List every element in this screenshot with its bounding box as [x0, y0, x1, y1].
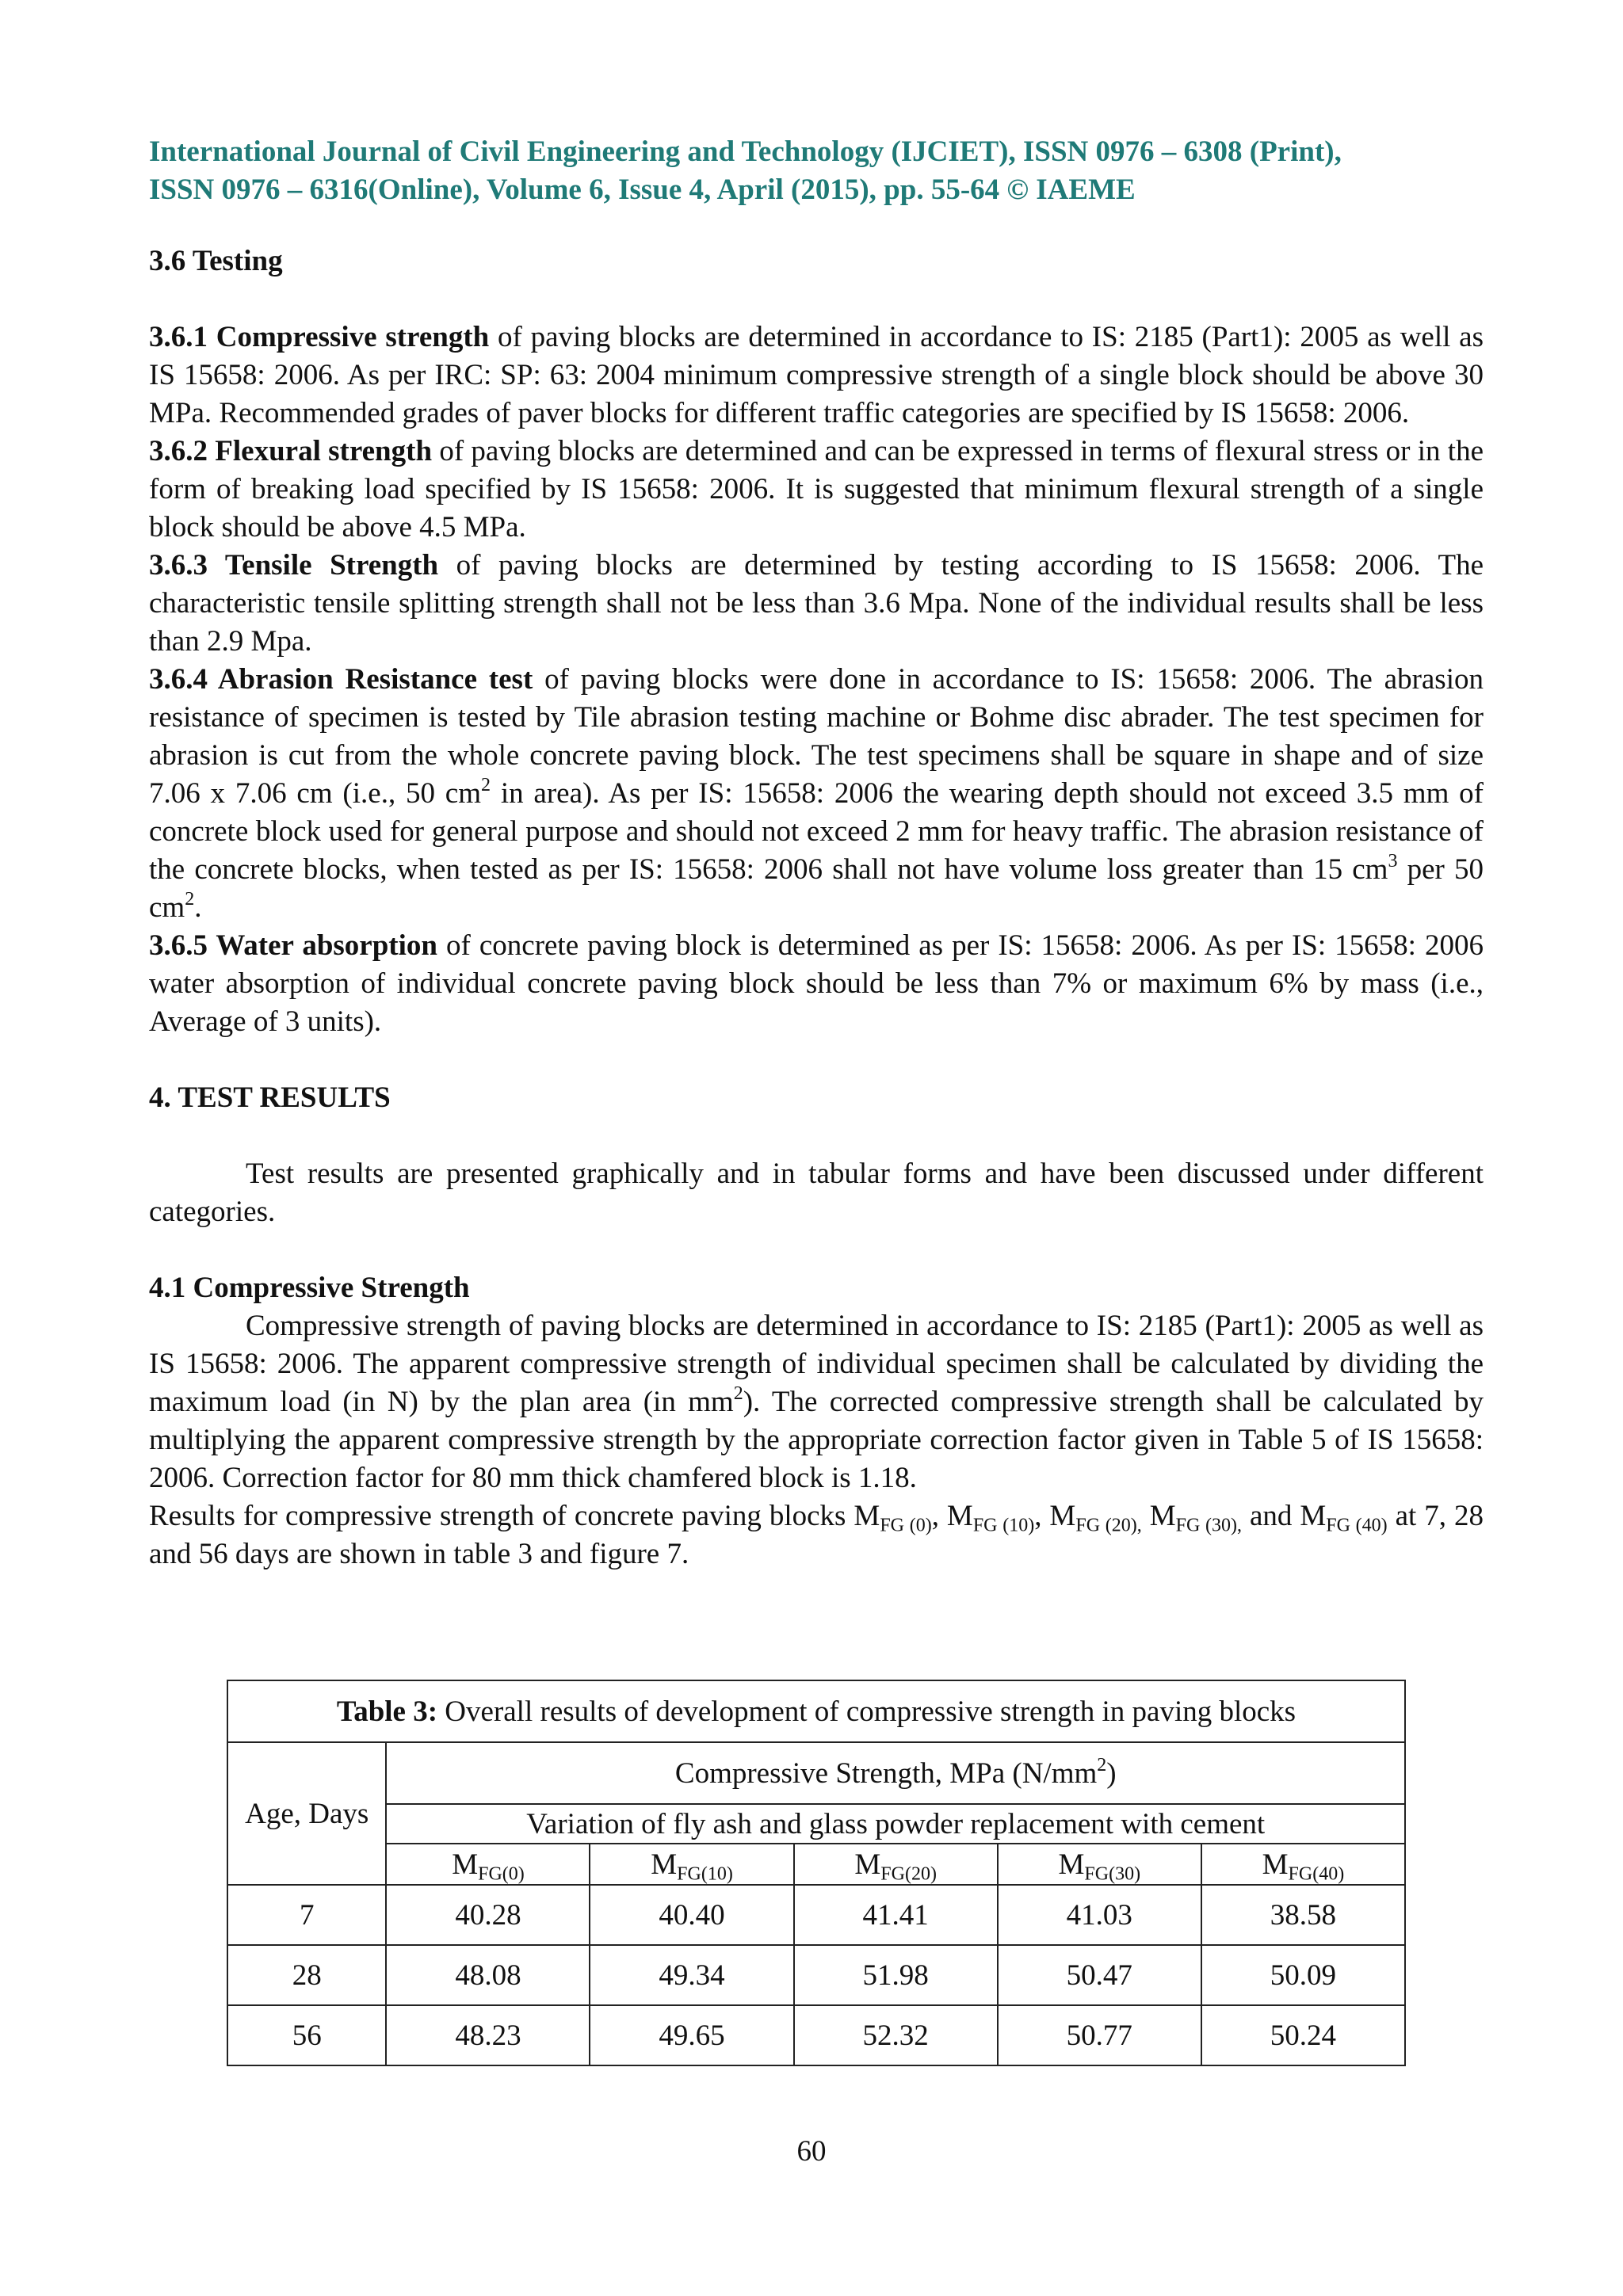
strength-cell: 49.34	[590, 1945, 793, 2005]
strength-cell: 51.98	[794, 1945, 998, 2005]
table-caption: Table 3: Overall results of development of compressive strength in paving blocks	[227, 1680, 1405, 1742]
para-3-6-3: 3.6.3 Tensile Strength of paving blocks are determined by testing according to IS 15658: 2006. The characteristic tensile splitting strength shall not be less than 3.6 Mpa. None of the individual results shall be less than 2.9 Mpa.	[149, 549, 1484, 658]
strength-cell: 52.32	[794, 2005, 998, 2065]
journal-header-line1: International Journal of Civil Engineering and Technology (IJCIET), ISSN 0976 – 6308 (Print),	[149, 135, 1342, 168]
mix-header-4: $M_{FG(40)}$	[1201, 1844, 1405, 1885]
table-row	[227, 2005, 1405, 2065]
table-3	[227, 1680, 1406, 2066]
results-table	[227, 1680, 1406, 2066]
page-number: 60	[796, 2135, 827, 2168]
mix-header-3: $M_{FG(30)}$	[998, 1844, 1201, 1885]
para-3-6-4-title: 3.6.4 Abrasion Resistance test	[149, 663, 533, 696]
strength-cell: 41.03	[998, 1885, 1201, 1945]
para-3-6-2: 3.6.2 Flexural strength of paving blocks are determined and can be expressed in terms of flexural stress or in the form of breaking load specified by IS 15658: 2006. It is suggested that minimum flexural strength of a single block should be above 4.5 MPa.	[149, 435, 1484, 543]
section-heading-4: 4. TEST RESULTS	[149, 1081, 391, 1114]
strength-cell: 40.40	[590, 1885, 793, 1945]
mix-header-2: $M_{FG(20)}$	[794, 1844, 998, 1885]
variation-header: Variation of fly ash and glass powder replacement with cement	[386, 1804, 1405, 1844]
strength-cell: 41.41	[794, 1885, 998, 1945]
age-cell: 28	[227, 1945, 386, 2005]
strength-cell: 40.28	[386, 1885, 590, 1945]
article-body	[149, 242, 1484, 1573]
age-cell: 56	[227, 2005, 386, 2065]
para-3-6-5-title: 3.6.5 Water absorption	[149, 929, 437, 962]
strength-cell: 50.24	[1201, 2005, 1405, 2065]
para-3-6-1: 3.6.1 Compressive strength of paving blocks are determined in accordance to IS: 2185 (Part1): 2005 as well as IS 15658: 2006. As per IRC: SP: 63: 2004 minimum compressive strength of a single block should be above 30 MPa. Recommended grades of paver blocks for different traffic categories are specified by IS 15658: 2006.	[149, 321, 1484, 429]
strength-cell: 50.47	[998, 1945, 1201, 2005]
journal-header	[149, 133, 1488, 209]
para-3-6-1-title: 3.6.1 Compressive strength	[149, 321, 490, 353]
strength-cell: 50.77	[998, 2005, 1201, 2065]
para-3-6-4: 3.6.4 Abrasion Resistance test of paving blocks were done in accordance to IS: 15658: 2006. The abrasion resistance of specimen is tested by Tile abrasion testing machine or Bohme disc abrader. The test specimen for abrasion is cut from the whole concrete paving block. The test specimens shall be square in shape and of size 7.06 x 7.06 cm (i.e., 50 $cm^2$ in area). As per IS: 15658: 2006 the wearing depth should not exceed 3.5 mm of concrete block used for general purpose and should not exceed 2 mm for heavy traffic. The abrasion resistance of the concrete blocks, when tested as per IS: 15658: 2006 shall not have volume loss greater than 15 $cm^3$ per 50 $cm^2$.	[149, 663, 1484, 924]
para-4-1-a: Compressive strength of paving blocks are determined in accordance to IS: 2185 (Part1): 2005 as well as IS 15658: 2006. The apparent compressive strength of individual specimen shall be calculated by dividing the maximum load (in N) by the plan area (in $mm^2$). The corrected compressive strength shall be calculated by multiplying the apparent compressive strength by the appropriate correction factor given in Table 5 of IS 15658: 2006. Correction factor for 80 mm thick chamfered block is 1.18.	[149, 1310, 1484, 1494]
compressive-strength-header: Compressive Strength, MPa $(N/mm^2)$	[386, 1742, 1405, 1804]
para-test-results: Test results are presented graphically and in tabular forms and have been discussed under different categories.	[149, 1158, 1484, 1228]
mix-header-0: $M_{FG(0)}$	[386, 1844, 590, 1885]
table-row	[227, 1945, 1405, 2005]
mix-header-1: $M_{FG(10)}$	[590, 1844, 793, 1885]
age-header: Age, Days	[227, 1742, 386, 1885]
strength-cell: 49.65	[590, 2005, 793, 2065]
table-row	[227, 1885, 1405, 1945]
age-cell: 7	[227, 1885, 386, 1945]
section-heading-3-6: 3.6 Testing	[149, 245, 283, 277]
para-4-1-b: Results for compressive strength of concrete paving blocks $M_{FG (0)}$, $M_{FG (10)}$, $M_{FG (20),}$ $M_{FG (30),}$ and $M_{FG (40)}$ at 7, 28 and 56 days are shown in table 3 and figure 7.	[149, 1500, 1484, 1570]
para-3-6-3-title: 3.6.3 Tensile Strength	[149, 549, 439, 582]
strength-cell: 48.23	[386, 2005, 590, 2065]
journal-header-line2: ISSN 0976 – 6316(Online), Volume 6, Issue 4, April (2015), pp. 55-64 © IAEME	[149, 174, 1136, 206]
para-3-6-5: 3.6.5 Water absorption of concrete paving block is determined as per IS: 15658: 2006. As per IS: 15658: 2006 water absorption of individual concrete paving block should be less than 7% or maximum 6% by mass (i.e., Average of 3 units).	[149, 929, 1484, 1038]
section-heading-4-1: 4.1 Compressive Strength	[149, 1272, 470, 1304]
strength-cell: 48.08	[386, 1945, 590, 2005]
para-3-6-2-title: 3.6.2 Flexural strength	[149, 435, 433, 467]
strength-cell: 50.09	[1201, 1945, 1405, 2005]
strength-cell: 38.58	[1201, 1885, 1405, 1945]
